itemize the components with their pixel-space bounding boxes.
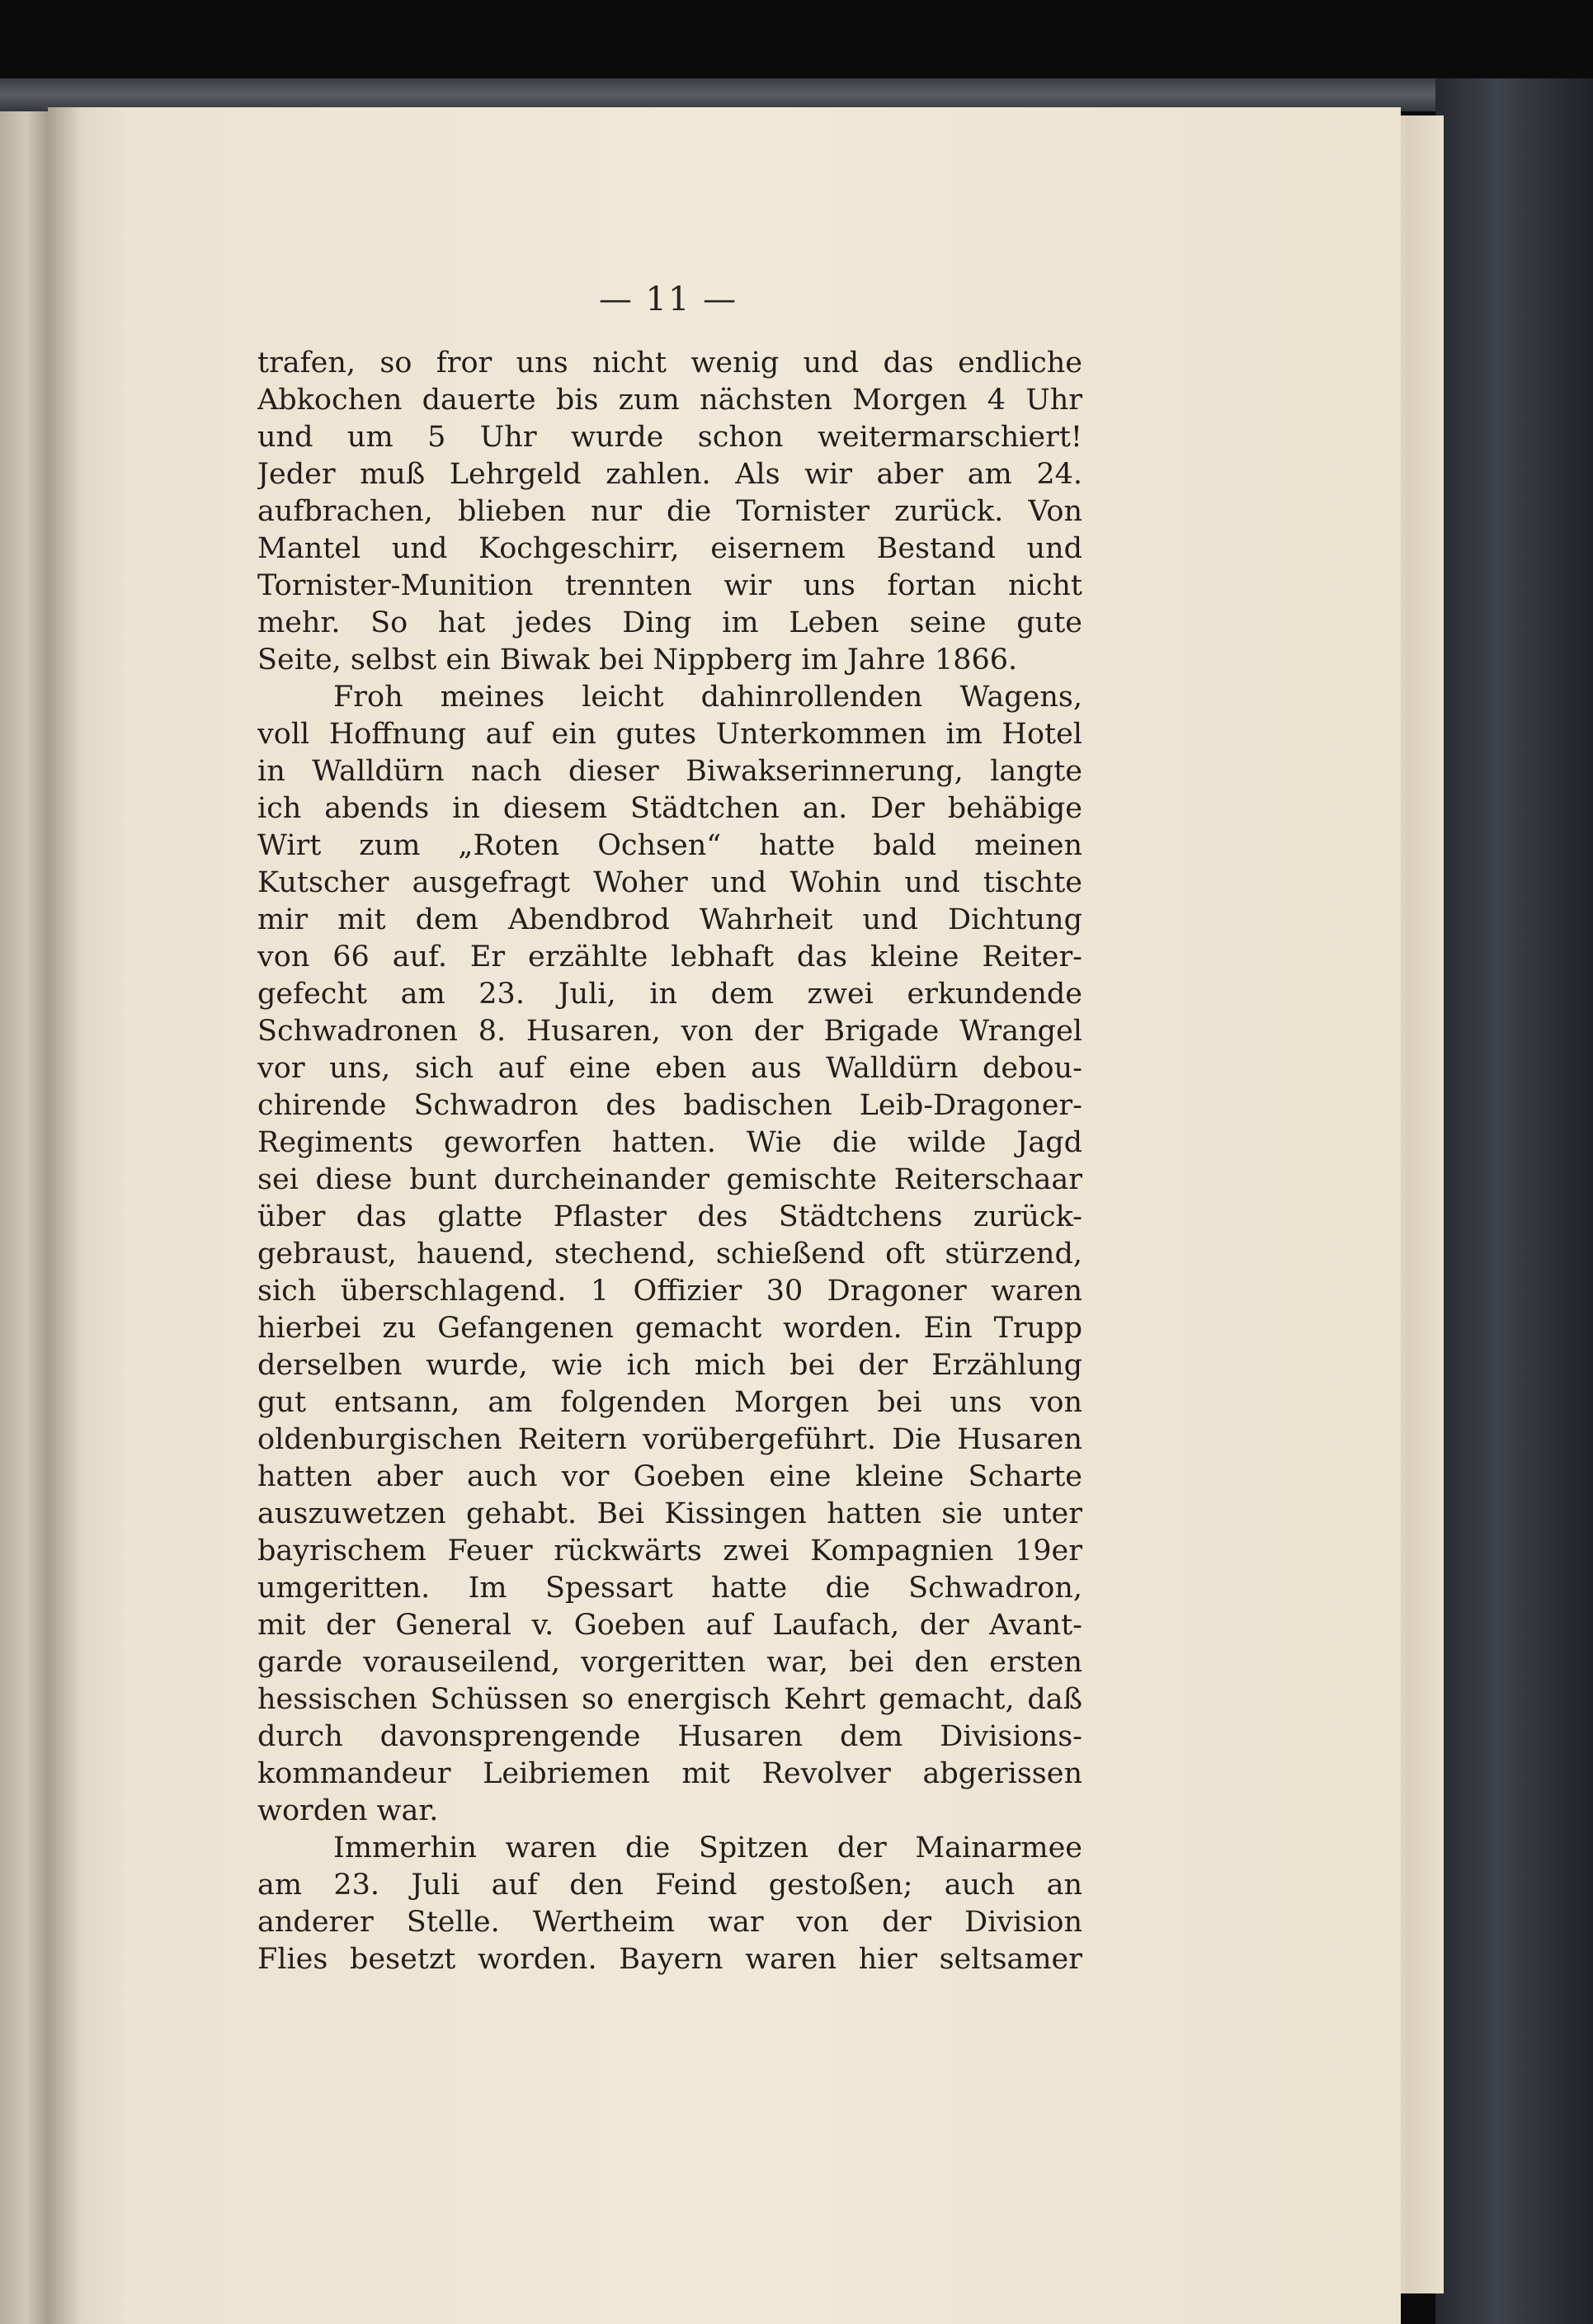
text-line: umgeritten. Im Spessart hatte die Schwadron, — [257, 1572, 1082, 1605]
text-line: Mantel und Kochgeschirr, eisernem Bestand und — [257, 532, 1082, 565]
text-line: gut entsann, am folgenden Morgen bei uns von — [257, 1386, 1082, 1419]
text-line: sich überschlagend. 1 Offizier 30 Dragoner waren — [257, 1275, 1082, 1308]
text-line: ich abends in diesem Städtchen an. Der behäbige — [257, 792, 1082, 825]
text-line: mir mit dem Abendbrod Wahrheit und Dichtung — [257, 903, 1082, 936]
text-line: und um 5 Uhr wurde schon weitermarschiert! — [257, 421, 1082, 454]
text-line: gefecht am 23. Juli, in dem zwei erkundende — [257, 978, 1082, 1011]
text-line: mit der General v. Goeben auf Laufach, der Avant- — [257, 1609, 1082, 1642]
text-line: Flies besetzt worden. Bayern waren hier seltsamer — [257, 1943, 1082, 1976]
text-line: chirende Schwadron des badischen Leib-Dragoner- — [257, 1089, 1082, 1122]
text-line: Froh meines leicht dahinrollenden Wagens, — [333, 681, 1082, 714]
text-line: Schwadronen 8. Husaren, von der Brigade Wrangel — [257, 1015, 1082, 1048]
text-line: am 23. Juli auf den Feind gestoßen; auch an — [257, 1869, 1082, 1902]
text-line: sei diese bunt durcheinander gemischte Reiterschaar — [257, 1163, 1082, 1196]
text-line: Immerhin waren die Spitzen der Mainarmee — [333, 1831, 1082, 1864]
text-line: Jeder muß Lehrgeld zahlen. Als wir aber am 24. — [257, 458, 1082, 491]
text-line: bayrischem Feuer rückwärts zwei Kompagnien 19er — [257, 1534, 1082, 1567]
text-line: Tornister-Munition trennten wir uns fortan nicht — [257, 569, 1082, 602]
text-line: trafen, so fror uns nicht wenig und das endliche — [257, 346, 1082, 379]
text-line: durch davonsprengende Husaren dem Divisions- — [257, 1720, 1082, 1753]
text-line: Abkochen dauerte bis zum nächsten Morgen 4 Uhr — [257, 384, 1082, 417]
text-line: Kutscher ausgefragt Woher und Wohin und tischte — [257, 866, 1082, 899]
text-line: hatten aber auch vor Goeben eine kleine Scharte — [257, 1460, 1082, 1493]
text-line: in Walldürn nach dieser Biwakserinnerung, langte — [257, 755, 1082, 788]
left-page-edge — [0, 78, 48, 2324]
text-line: derselben wurde, wie ich mich bei der Erzählung — [257, 1349, 1082, 1382]
text-line: Wirt zum „Roten Ochsen“ hatte bald meinen — [257, 829, 1082, 862]
text-line: worden war. — [257, 1794, 439, 1827]
text-line: kommandeur Leibriemen mit Revolver abgerissen — [257, 1757, 1082, 1790]
page-number: — 11 — — [598, 280, 738, 318]
text-line: voll Hoffnung auf ein gutes Unterkommen im Hotel — [257, 718, 1082, 751]
text-line: mehr. So hat jedes Ding im Leben seine gute — [257, 606, 1082, 639]
text-line: aufbrachen, blieben nur die Tornister zurück. Von — [257, 495, 1082, 528]
spine-shadow — [48, 107, 81, 2324]
text-line: anderer Stelle. Wertheim war von der Division — [257, 1906, 1082, 1939]
text-line: Seite, selbst ein Biwak bei Nippberg im Jahre 1866. — [257, 643, 1018, 676]
text-line: vor uns, sich auf eine eben aus Walldürn debou- — [257, 1052, 1082, 1085]
text-line: über das glatte Pflaster des Städtchens zurück- — [257, 1200, 1082, 1233]
book-cover-top-edge — [0, 78, 1477, 111]
text-line: auszuwetzen gehabt. Bei Kissingen hatten sie unter — [257, 1497, 1082, 1530]
page-body-text — [257, 345, 1082, 1978]
text-line: hierbei zu Gefangenen gemacht worden. Ein Trupp — [257, 1312, 1082, 1345]
text-line: hessischen Schüssen so energisch Kehrt gemacht, daß — [257, 1683, 1082, 1716]
book-cover-right-edge — [1435, 78, 1593, 2324]
text-line: von 66 auf. Er erzählte lebhaft das kleine Reiter- — [257, 940, 1082, 973]
text-line: gebraust, hauend, stechend, schießend oft stürzend, — [257, 1237, 1082, 1270]
text-line: garde vorauseilend, vorgeritten war, bei den ersten — [257, 1646, 1082, 1679]
text-line: oldenburgischen Reitern vorübergeführt. Die Husaren — [257, 1423, 1082, 1456]
text-line: Regiments geworfen hatten. Wie die wilde Jagd — [257, 1126, 1082, 1159]
